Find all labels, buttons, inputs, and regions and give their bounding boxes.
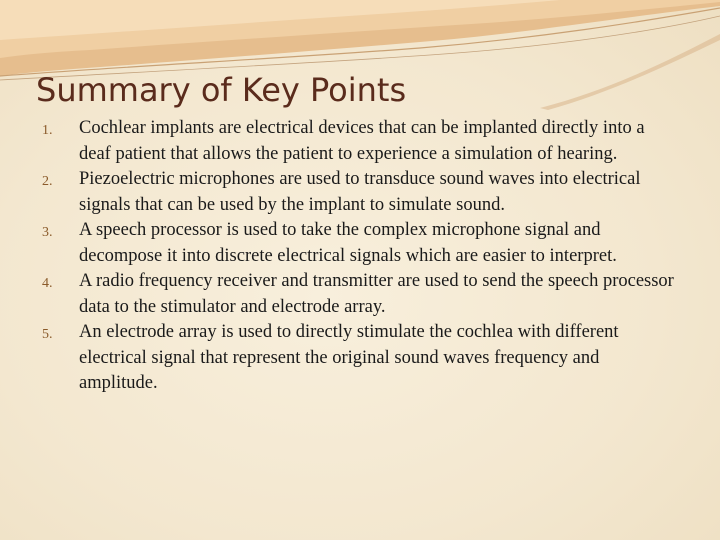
key-point-5-number: 5.	[42, 327, 53, 342]
wave-tail-right	[540, 34, 720, 110]
key-point-2-text: Piezoelectric microphones are used to transduce sound waves into electrical signals that can be used by the implant to simulate sound.	[79, 169, 641, 215]
key-point-4	[36, 269, 676, 320]
slide-title: Summary of Key Points	[36, 71, 407, 109]
key-point-4-text: A radio frequency receiver and transmitter are used to send the speech processor data to the stimulator and electrode array.	[79, 271, 674, 317]
key-point-3-number: 3.	[42, 225, 53, 240]
key-point-1-number: 1.	[42, 123, 53, 138]
key-point-4-number: 4.	[42, 276, 53, 291]
key-point-5-text: An electrode array is used to directly stimulate the cochlea with different electrical signal that represent the original sound waves frequency and amplitude.	[79, 322, 619, 393]
key-point-2-number: 2.	[42, 174, 53, 189]
key-point-3-text: A speech processor is used to take the complex microphone signal and decompose it into discrete electrical signals which are easier to interpret.	[79, 220, 617, 266]
key-point-1	[36, 116, 676, 167]
key-points-list	[36, 116, 676, 397]
key-point-3	[36, 218, 676, 269]
key-point-2	[36, 167, 676, 218]
key-point-5	[36, 320, 676, 397]
key-point-1-text: Cochlear implants are electrical devices that can be implanted directly into a deaf patient that allows the patient to experience a simulation of hearing.	[79, 118, 645, 164]
